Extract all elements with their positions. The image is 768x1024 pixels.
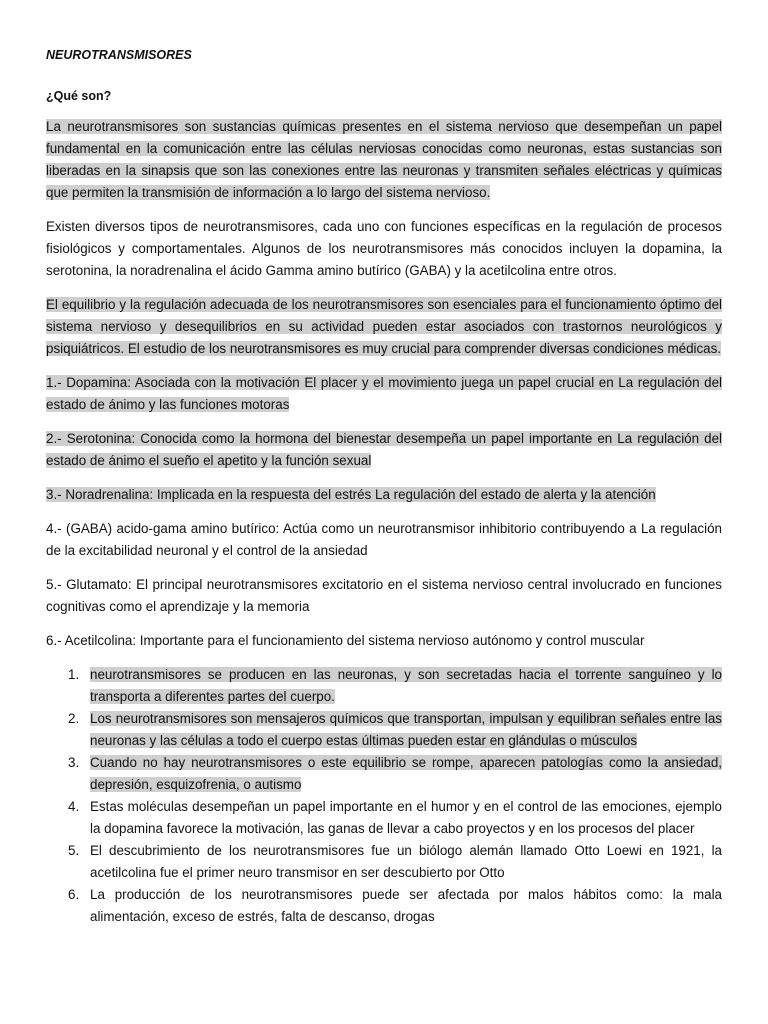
highlighted-text: La neurotransmisores son sustancias químicas presentes en el sistema nervioso que desempeñan un papel fundamental en la comunicación entre las células nerviosas conocidas como neuronas, estas sustancias son liberadas en la sinapsis que son las conexiones entre las neuronas y transmiten señales eléctricas y químicas que permiten la transmisión de información a lo largo del sistema nervioso. bbox=[46, 119, 722, 200]
list-item-number: 4. bbox=[68, 799, 80, 814]
paragraph-gaba: 4.- (GABA) acido-gama amino butírico: Actúa como un neurotransmisor inhibitorio contribuyendo a La regulación de la excitabilidad neuronal y el control de la ansiedad bbox=[46, 521, 722, 558]
list-item-number: 6. bbox=[68, 887, 80, 902]
list-item bbox=[46, 796, 722, 840]
paragraph-noradrenalina bbox=[46, 484, 722, 506]
list-item bbox=[46, 884, 722, 928]
list-item-text: Estas moléculas desempeñan un papel importante en el humor y en el control de las emociones, ejemplo la dopamina favorece la motivación, las ganas de llevar a cabo proyectos y en los procesos del placer bbox=[90, 799, 722, 836]
list-item-number: 1. bbox=[68, 667, 80, 682]
paragraph-types: Existen diversos tipos de neurotransmisores, cada uno con funciones específicas en la regulación de procesos fisiológicos y comportamentales. Algunos de los neurotransmisores más conocidos incluyen la dopamina, la serotonina, la noradrenalina el ácido Gamma amino butírico (GABA) y la acetilcolina entre otros. bbox=[46, 219, 722, 278]
paragraph-serotonina bbox=[46, 428, 722, 472]
paragraph-definition bbox=[46, 116, 722, 204]
list-item bbox=[46, 752, 722, 796]
highlighted-text: El equilibrio y la regulación adecuada de los neurotransmisores son esenciales para el funcionamiento óptimo del sistema nervioso y desequilibrios en su actividad pueden estar asociados con trastornos neurológicos y psiquiátricos. El estudio de los neurotransmisores es muy crucial para comprender diversas condiciones médicas. bbox=[46, 297, 722, 356]
highlighted-text: 2.- Serotonina: Conocida como la hormona del bienestar desempeña un papel importante en La regulación del estado de ánimo el sueño el apetito y la función sexual bbox=[46, 431, 722, 468]
numbered-list bbox=[46, 664, 722, 928]
list-item-number: 2. bbox=[68, 711, 80, 726]
list-item bbox=[46, 664, 722, 708]
list-item-text: Cuando no hay neurotransmisores o este equilibrio se rompe, aparecen patologías como la ansiedad, depresión, esquizofrenia, o autismo bbox=[90, 755, 722, 792]
list-item-number: 3. bbox=[68, 755, 80, 770]
list-item-number: 5. bbox=[68, 843, 80, 858]
document-title: NEUROTRANSMISORES bbox=[46, 48, 192, 62]
highlighted-text: 1.- Dopamina: Asociada con la motivación El placer y el movimiento juega un papel crucial en La regulación del estado de ánimo y las funciones motoras bbox=[46, 375, 722, 412]
list-item-text: El descubrimiento de los neurotransmisores fue un biólogo alemán llamado Otto Loewi en 1921, la acetilcolina fue el primer neuro transmisor en ser descubierto por Otto bbox=[90, 843, 722, 880]
list-item-text: Los neurotransmisores son mensajeros químicos que transportan, impulsan y equilibran señales entre las neuronas y las células a todo el cuerpo estas últimas pueden estar en glándulas o músculos bbox=[90, 711, 722, 748]
paragraph-acetilcolina: 6.- Acetilcolina: Importante para el funcionamiento del sistema nervioso autónomo y control muscular bbox=[46, 633, 645, 648]
list-item bbox=[46, 840, 722, 884]
highlighted-text: 3.- Noradrenalina: Implicada en la respuesta del estrés La regulación del estado de alerta y la atención bbox=[46, 487, 656, 502]
document-subtitle: ¿Qué son? bbox=[46, 89, 112, 103]
list-item bbox=[46, 708, 722, 752]
paragraph-balance bbox=[46, 294, 722, 360]
list-item-text: neurotransmisores se producen en las neuronas, y son secretadas hacia el torrente sanguíneo y lo transporta a diferentes partes del cuerpo. bbox=[90, 667, 722, 704]
paragraph-glutamato: 5.- Glutamato: El principal neurotransmisores excitatorio en el sistema nervioso central involucrado en funciones cognitivas como el aprendizaje y la memoria bbox=[46, 577, 722, 614]
paragraph-dopamina bbox=[46, 372, 722, 416]
list-item-text: La producción de los neurotransmisores puede ser afectada por malos hábitos como: la mala alimentación, exceso de estrés, falta de descanso, drogas bbox=[90, 887, 722, 924]
